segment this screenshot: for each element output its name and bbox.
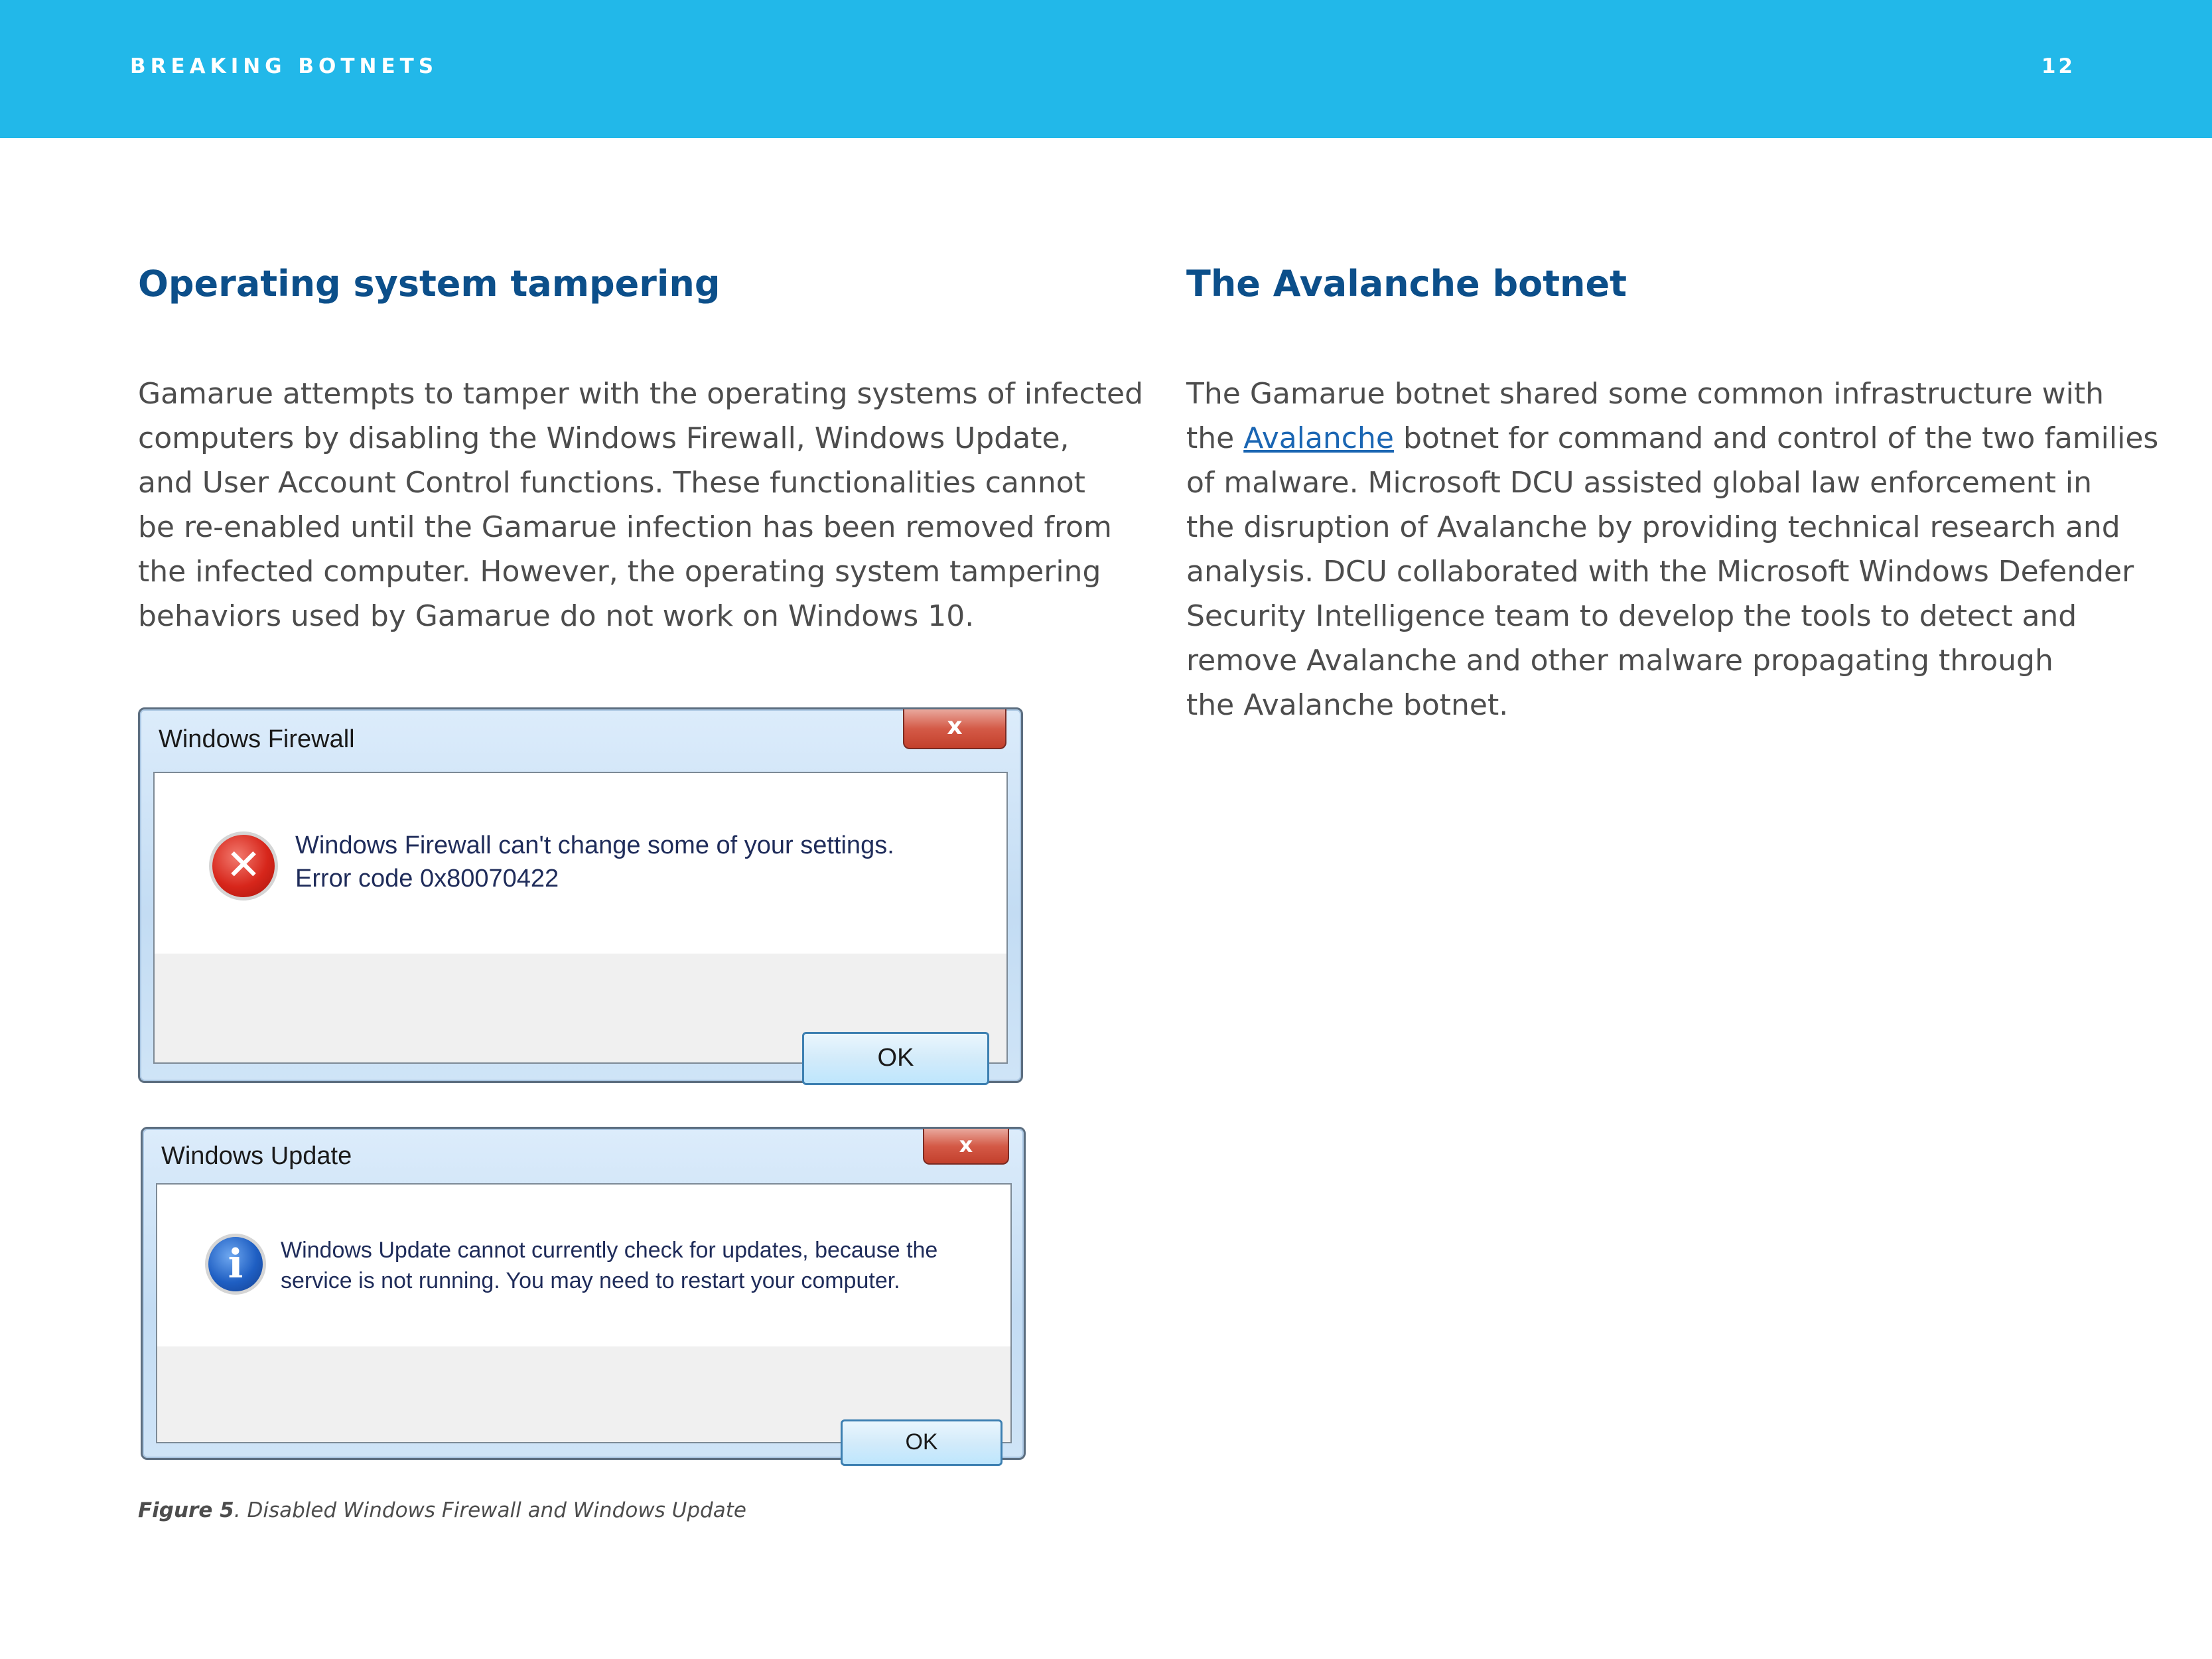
paragraph-line: the Avalanche botnet. xyxy=(1186,688,1509,722)
message-line: service is not running. You may need to restart your computer. xyxy=(281,1268,900,1293)
section-heading-avalanche: The Avalanche botnet xyxy=(1186,263,1627,305)
caption-text: . Disabled Windows Firewall and Windows Update xyxy=(234,1498,746,1522)
dialog-message xyxy=(281,1235,937,1296)
paragraph-line: Gamarue attempts to tamper with the operating systems of infected xyxy=(138,377,1143,411)
ok-button[interactable]: OK xyxy=(802,1032,989,1085)
windows-firewall-dialog xyxy=(138,707,1023,1083)
message-line: Windows Update cannot currently check for updates, because the xyxy=(281,1238,938,1263)
paragraph-line: The Gamarue botnet shared some common infrastructure with xyxy=(1186,377,2104,411)
page-number: 12 xyxy=(2041,54,2075,78)
dialog-title: Windows Firewall xyxy=(159,725,355,753)
paragraph-line: and User Account Control functions. These functionalities cannot xyxy=(138,466,1085,500)
error-icon: ✕ xyxy=(209,831,278,901)
figure-caption xyxy=(138,1498,746,1522)
close-icon[interactable]: x xyxy=(923,1129,1009,1165)
paragraph-line: Security Intelligence team to develop the tools to detect and xyxy=(1186,599,2077,633)
info-icon: i xyxy=(205,1234,266,1295)
paragraph-line: analysis. DCU collaborated with the Microsoft Windows Defender xyxy=(1186,555,2134,589)
avalanche-paragraph xyxy=(1186,372,2159,727)
running-head: BREAKING BOTNETS xyxy=(130,54,439,78)
dialog-body xyxy=(153,772,1008,1072)
ok-button[interactable]: OK xyxy=(841,1419,1002,1466)
dialog-body xyxy=(156,1183,1012,1455)
paragraph-line: remove Avalanche and other malware propagating through xyxy=(1186,644,2053,678)
message-line: Windows Firewall can't change some of your settings. xyxy=(295,831,894,859)
figure-label: Figure 5 xyxy=(138,1498,234,1522)
paragraph-line: computers by disabling the Windows Firewall, Windows Update, xyxy=(138,421,1070,455)
header-bar xyxy=(0,0,2212,138)
section-heading-os-tampering: Operating system tampering xyxy=(138,263,721,305)
paragraph-line: behaviors used by Gamarue do not work on Windows 10. xyxy=(138,599,975,633)
paragraph-line: be re-enabled until the Gamarue infection has been removed from xyxy=(138,510,1112,544)
text-run: botnet for command and control of the two families xyxy=(1393,421,2159,455)
paragraph-line: of malware. Microsoft DCU assisted global law enforcement in xyxy=(1186,466,2093,500)
paragraph-line xyxy=(1186,416,2159,461)
avalanche-link[interactable]: Avalanche xyxy=(1243,421,1394,455)
paragraph-line: the disruption of Avalanche by providing technical research and xyxy=(1186,510,2120,544)
os-tampering-paragraph xyxy=(138,372,1143,638)
text-run: the xyxy=(1186,421,1244,455)
close-icon[interactable]: x xyxy=(903,709,1006,749)
dialog-message xyxy=(295,829,894,895)
paragraph-line: the infected computer. However, the operating system tampering xyxy=(138,555,1101,589)
message-line: Error code 0x80070422 xyxy=(295,865,559,893)
dialog-title: Windows Update xyxy=(161,1142,352,1170)
windows-update-dialog xyxy=(141,1127,1026,1460)
